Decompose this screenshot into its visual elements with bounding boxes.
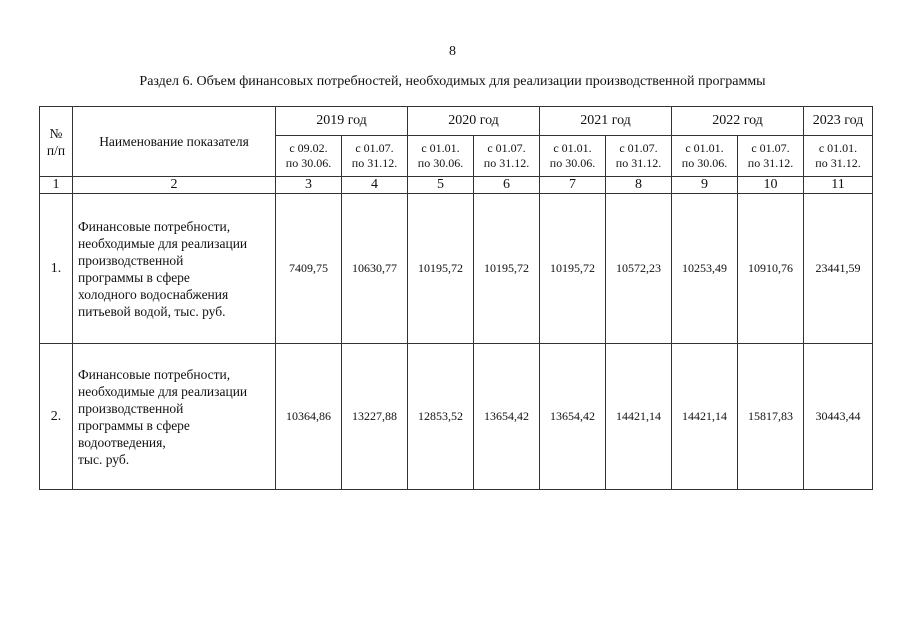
value-cell: 13654,42 bbox=[540, 344, 606, 490]
header-period bbox=[342, 136, 408, 177]
period-end: по 30.06. bbox=[285, 156, 332, 170]
header-period bbox=[672, 136, 738, 177]
column-number: 1 bbox=[40, 177, 73, 194]
indicator-name bbox=[73, 194, 276, 344]
period-start: с 01.01. bbox=[421, 141, 460, 155]
indicator-name-line: производственной bbox=[78, 252, 184, 268]
value-cell: 14421,14 bbox=[672, 344, 738, 490]
value-cell: 7409,75 bbox=[276, 194, 342, 344]
column-number: 8 bbox=[606, 177, 672, 194]
period-end: по 30.06. bbox=[417, 156, 464, 170]
value-cell: 13227,88 bbox=[342, 344, 408, 490]
header-year-2022: 2022 год bbox=[672, 107, 804, 136]
indicator-name-line: Финансовые потребности, bbox=[78, 366, 231, 382]
indicator-name bbox=[73, 344, 276, 490]
value-cell: 14421,14 bbox=[606, 344, 672, 490]
financial-needs-table bbox=[39, 106, 873, 490]
value-cell: 30443,44 bbox=[804, 344, 873, 490]
period-start: с 01.01. bbox=[685, 141, 724, 155]
column-number: 10 bbox=[738, 177, 804, 194]
indicator-name-line: питьевой водой, тыс. руб. bbox=[78, 303, 226, 319]
period-start: с 01.01. bbox=[818, 141, 858, 155]
header-number bbox=[40, 107, 73, 177]
column-number: 7 bbox=[540, 177, 606, 194]
period-start: с 01.07. bbox=[619, 141, 658, 155]
header-row-years bbox=[40, 107, 873, 136]
header-period bbox=[606, 136, 672, 177]
header-number-line1: № bbox=[49, 125, 63, 141]
indicator-name-line: программы в сфере bbox=[78, 269, 190, 285]
header-period bbox=[804, 136, 873, 177]
header-row-column-numbers bbox=[40, 177, 873, 194]
page-number: 8 bbox=[449, 44, 456, 59]
period-start: с 01.07. bbox=[751, 141, 790, 155]
period-end: по 31.12. bbox=[483, 156, 530, 170]
column-number: 4 bbox=[342, 177, 408, 194]
header-period bbox=[540, 136, 606, 177]
period-start: с 01.07. bbox=[487, 141, 526, 155]
value-cell: 10630,77 bbox=[342, 194, 408, 344]
value-cell: 13654,42 bbox=[474, 344, 540, 490]
table-row bbox=[40, 344, 873, 490]
column-number: 11 bbox=[804, 177, 873, 194]
period-end: по 30.06. bbox=[681, 156, 728, 170]
column-number: 3 bbox=[276, 177, 342, 194]
header-indicator-name: Наименование показателя bbox=[73, 107, 276, 177]
indicator-name-line: программы в сфере bbox=[78, 417, 190, 433]
indicator-name-line: необходимые для реализации bbox=[78, 383, 248, 399]
column-number: 6 bbox=[474, 177, 540, 194]
header-period bbox=[474, 136, 540, 177]
header-period bbox=[408, 136, 474, 177]
period-end: по 31.12. bbox=[351, 156, 398, 170]
value-cell: 10195,72 bbox=[540, 194, 606, 344]
table-row bbox=[40, 194, 873, 344]
header-period bbox=[738, 136, 804, 177]
value-cell: 10253,49 bbox=[672, 194, 738, 344]
section-title: Раздел 6. Объем финансовых потребностей, необходимых для реализации производственной программы bbox=[139, 74, 766, 89]
indicator-name-line: холодного водоснабжения bbox=[78, 286, 229, 302]
header-year-2020: 2020 год bbox=[408, 107, 540, 136]
value-cell: 10195,72 bbox=[474, 194, 540, 344]
header-year-2019: 2019 год bbox=[276, 107, 408, 136]
header-year-2023: 2023 год bbox=[804, 107, 873, 136]
period-end: по 30.06. bbox=[549, 156, 596, 170]
value-cell: 10910,76 bbox=[738, 194, 804, 344]
value-cell: 10364,86 bbox=[276, 344, 342, 490]
value-cell: 10195,72 bbox=[408, 194, 474, 344]
period-end: по 31.12. bbox=[615, 156, 662, 170]
column-number: 9 bbox=[672, 177, 738, 194]
indicator-name-line: водоотведения, bbox=[78, 434, 166, 450]
value-cell: 12853,52 bbox=[408, 344, 474, 490]
indicator-name-line: производственной bbox=[78, 400, 184, 416]
period-start: с 01.07. bbox=[355, 141, 394, 155]
column-number: 2 bbox=[73, 177, 276, 194]
value-cell: 10572,23 bbox=[606, 194, 672, 344]
period-end: по 31.12. bbox=[747, 156, 794, 170]
indicator-name-line: тыс. руб. bbox=[78, 451, 130, 467]
period-start: с 01.01. bbox=[553, 141, 592, 155]
header-period bbox=[276, 136, 342, 177]
header-year-2021: 2021 год bbox=[540, 107, 672, 136]
row-index: 1. bbox=[40, 194, 73, 344]
header-number-line2: п/п bbox=[46, 142, 66, 158]
period-start: с 09.02. bbox=[289, 141, 328, 155]
period-end: по 31.12. bbox=[815, 156, 861, 170]
row-index: 2. bbox=[40, 344, 73, 490]
indicator-name-line: необходимые для реализации bbox=[78, 235, 248, 251]
column-number: 5 bbox=[408, 177, 474, 194]
value-cell: 23441,59 bbox=[804, 194, 873, 344]
indicator-name-line: Финансовые потребности, bbox=[78, 218, 231, 234]
value-cell: 15817,83 bbox=[738, 344, 804, 490]
